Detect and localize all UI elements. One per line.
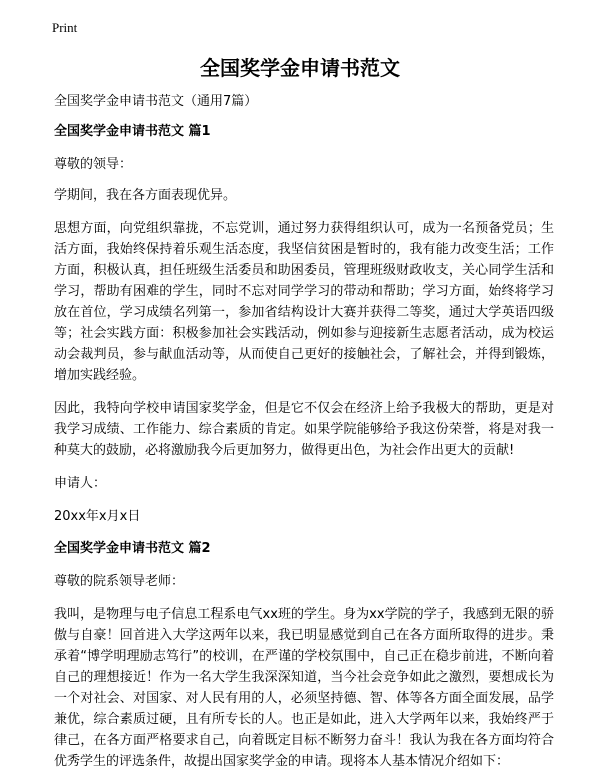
paragraph: 思想方面，向党组织靠拢，不忘党训，通过努力获得组织认可，成为一名预备党员；生活方面，我始终保持着乐观生活态度，我坚信贫困是暂时的，我有能力改变生活；工作方面，积极认真，担任班级生活委员和助困委员，管理班级财政收支，关心同学生活和学习，帮助有困难的学生，同时不忘对同学学习的带动和帮助；学习方面，始终将学习放在首位，学习成绩名列第一，参加省结构设计大赛并获得二等奖，通过大学英语四级等；社会实践方面：积极参加社会实践活动，例如参与迎接新生志愿者活动，成为校运动会裁判员，参与献血活动等，从而使自己更好的接触社会，了解社会，并得到锻炼，增加实践经验。 bbox=[54, 221, 554, 383]
section-heading-1: 全国奖学金申请书范文 篇1 bbox=[54, 124, 211, 139]
document-title: 全国奖学金申请书范文 bbox=[200, 56, 400, 80]
salutation: 尊敬的领导： bbox=[54, 157, 133, 172]
applicant-label: 申请人： bbox=[54, 476, 107, 491]
document-subtitle: 全国奖学金申请书范文（通用7篇） bbox=[54, 94, 258, 109]
paragraph: 学期间，我在各方面表现优异。 bbox=[54, 188, 237, 203]
salutation: 尊敬的院系领导老师： bbox=[54, 574, 185, 589]
section-heading-2: 全国奖学金申请书范文 篇2 bbox=[54, 541, 211, 556]
paragraph: 因此，我特向学校申请国家奖学金，但是它不仅会在经济上给予我极大的帮助，更是对我学习成绩、工作能力、综合素质的肯定。如果学院能够给予我这份荣誉，将是对我一种莫大的鼓励，必将激励我今后更加努力，做得更出色，为社会作出更大的贡献! bbox=[54, 401, 554, 458]
paragraph: 我叫，是物理与电子信息工程系电气xx班的学生。身为xx学院的学子，我感到无限的骄傲与自豪！回首进入大学这两年以来，我已明显感觉到自己在各方面所取得的进步。秉承着“博学明理励志笃行”的校训，在严谨的学校氛围中，自己正在稳步前进，不断向着自己的理想接近！作为一名大学生我深深知道，当今社会竞争如此之激烈，要想成长为一个对社会、对国家、对人民有用的人，必须坚持德、智、体等各方面全面发展，品学兼优，综合素质过硬，且有所专长的人。也正是如此，进入大学两年以来，我始终严于律己，在各方面严格要求自己，向着既定目标不断努力奋斗！我认为我在各方面均符合优秀学生的评选条件，故提出国家奖学金的申请。现将本人基本情况介绍如下： bbox=[54, 607, 554, 769]
date-line: 20xx年x月x日 bbox=[54, 509, 141, 524]
document-body bbox=[54, 92, 554, 776]
print-link[interactable]: Print bbox=[52, 20, 78, 35]
